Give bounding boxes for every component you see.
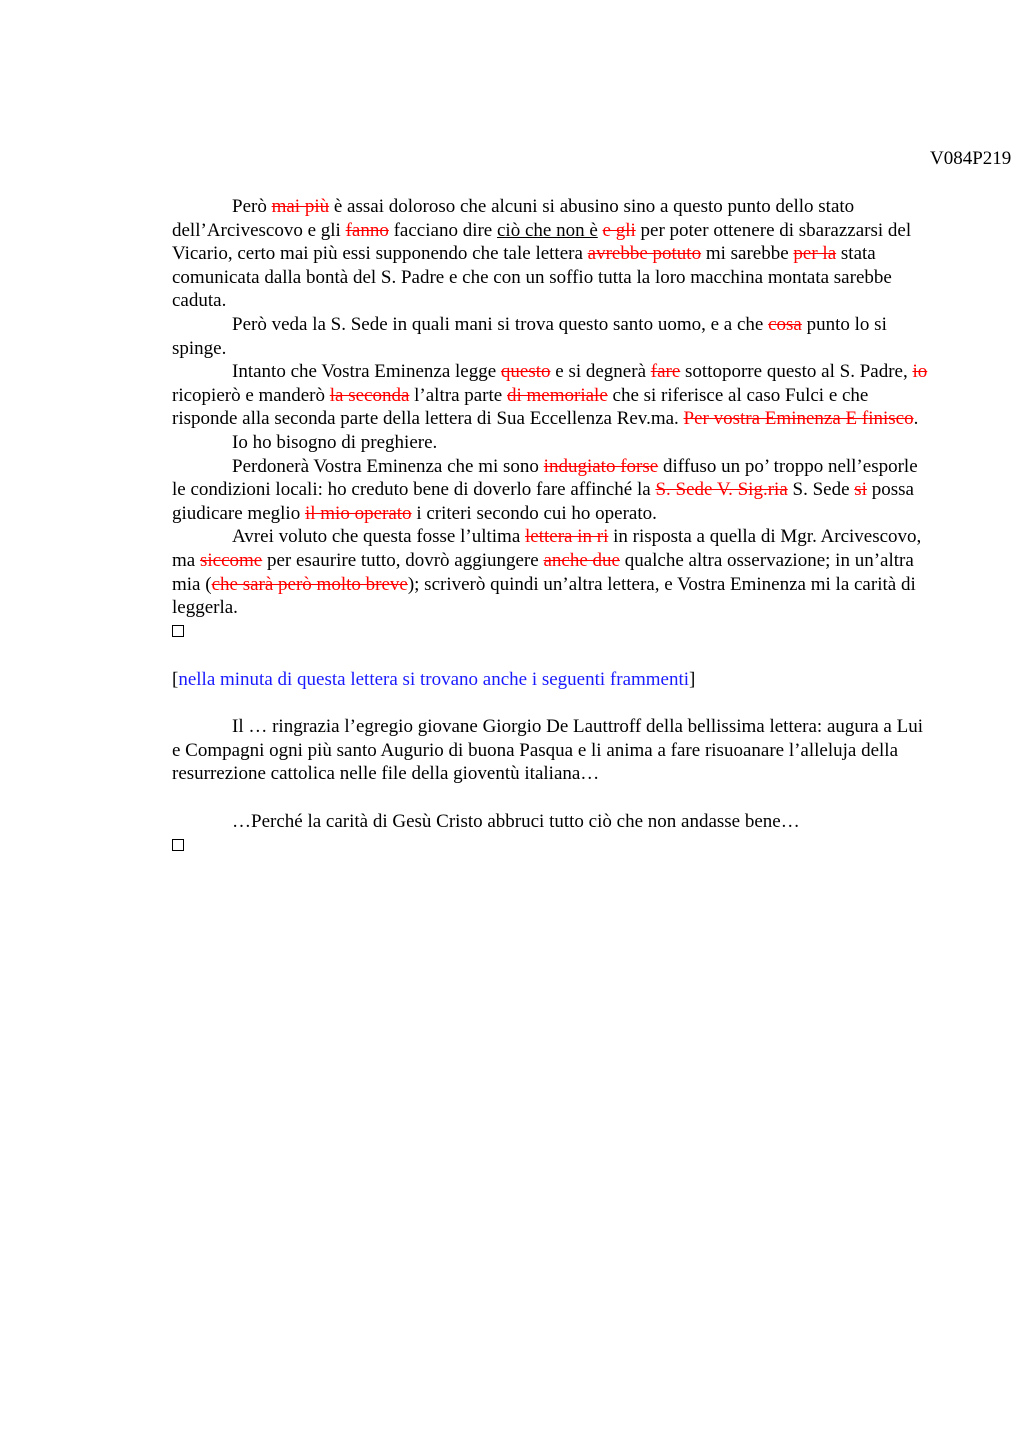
editorial-note [172,668,928,692]
deleted-text: questo [500,361,551,383]
paragraph-6 [172,525,928,619]
text-run: ricopierò e manderò [172,384,330,406]
text-run: facciano dire [388,219,497,241]
text-run: punto lo si spinge. [172,313,887,359]
text-run: possa giudicare meglio [172,479,914,524]
deleted-text: fare [650,361,681,383]
paragraph-5 [172,455,928,526]
paragraph-4: Io ho bisogno di preghiere. [232,431,438,453]
square-box-icon [172,839,184,851]
text-run: Però [232,196,272,217]
deleted-text: io [912,361,928,383]
deleted-text: indugiato forse [543,455,659,477]
deleted-text: si [854,479,867,501]
deleted-text: che sarà però molto breve [211,573,408,595]
text-run: in risposta a quella di Mgr. Arcivescovo, ma [172,526,922,571]
text-run: qualche altra osservazione; in un’altra mia ( [172,549,914,595]
spacer [172,644,928,668]
text-run: ); scriverò quindi un’altra lettera, e Vostra Eminenza mi la carità di leggerla. [172,573,916,619]
text-run: mi sarebbe [701,243,794,265]
text-run: Perdonerà Vostra Eminenza che mi sono [232,455,544,477]
text-run: S. Sede [787,479,855,501]
deleted-text: la seconda [329,384,410,406]
square-box-icon [172,625,184,637]
text-run: sottoporre questo al S. Padre, [680,361,913,383]
deleted-text: siccome [199,549,263,571]
text-run: Avrei voluto che questa fosse l’ultima [232,526,526,548]
text-run: stata comunicata dalla bontà del S. Padre e che con un soffio tutta la loro macchina montata sarebbe caduta. [172,243,892,312]
text-run: Intanto che Vostra Eminenza legge [232,361,501,383]
fragment-2: …Perché la carità di Gesù Cristo abbruci tutto ciò che non andasse bene… [232,811,800,833]
deleted-text: avrebbe potuto [587,243,702,265]
deleted-text: Per vostra Eminenza E finisco [683,408,914,430]
text-run: che si riferisce al caso Fulci e che risponde alla seconda parte della lettera di Sua Eccellenza Rev.ma. [172,384,869,430]
bracket-open: [ [172,668,179,690]
paragraph-2 [172,313,928,360]
deleted-text: fanno [345,219,389,241]
editorial-text: nella minuta di questa lettera si trovano anche i seguenti frammenti [178,668,690,690]
spacer [172,691,928,715]
text-run: per esaurire tutto, dovrò aggiungere [262,549,544,571]
end-marker [172,620,928,644]
text-run: . [913,408,919,430]
fragment-1: Il … ringrazia l’egregio giovane Giorgio De Lauttroff della bellissima lettera: augura a Lui e Compagni ogni più santo Augurio di buona Pasqua e li anima a fare risuoanare l’alleluja della resurrezione cattolica nelle file della gioventù italiana… [172,716,923,785]
text-run: per poter ottenere di sbarazzarsi del Vicario, certo mai più essi supponendo che tale lettera [172,219,912,265]
text-run: l’altra parte [409,384,507,406]
deleted-text: anche due [543,549,620,571]
text-run: è assai doloroso che alcuni si abusino sino a questo punto dello stato dell’Arcivescovo e gli [172,196,855,241]
text-run: i criteri secondo cui ho operato. [411,502,657,524]
deleted-text: cosa [768,313,802,335]
text-run: Però veda la S. Sede in quali mani si trova questo santo uomo, e a che [232,313,769,335]
document-id: V084P219 [930,148,1012,169]
deleted-text: lettera in ri [525,526,609,548]
deleted-text: e gli [602,219,636,241]
end-marker [172,834,928,858]
paragraph-3 [172,360,928,431]
deleted-text: di memoriale [506,384,608,406]
bracket-close: ] [689,668,696,690]
document-body [172,195,928,858]
deleted-text: S. Sede V. Sig.ria [655,479,788,501]
spacer [172,786,928,810]
deleted-text: il mio operato [304,502,412,524]
deleted-text: mai più [271,196,330,217]
underlined-text: ciò che non è [497,219,598,241]
text-run: diffuso un po’ troppo nell’esporle le condizioni locali: ho creduto bene di doverlo fare affinché la [172,455,918,501]
text-run: e si degnerà [550,361,651,383]
deleted-text: per la [793,243,837,265]
paragraph-1 [172,195,928,313]
